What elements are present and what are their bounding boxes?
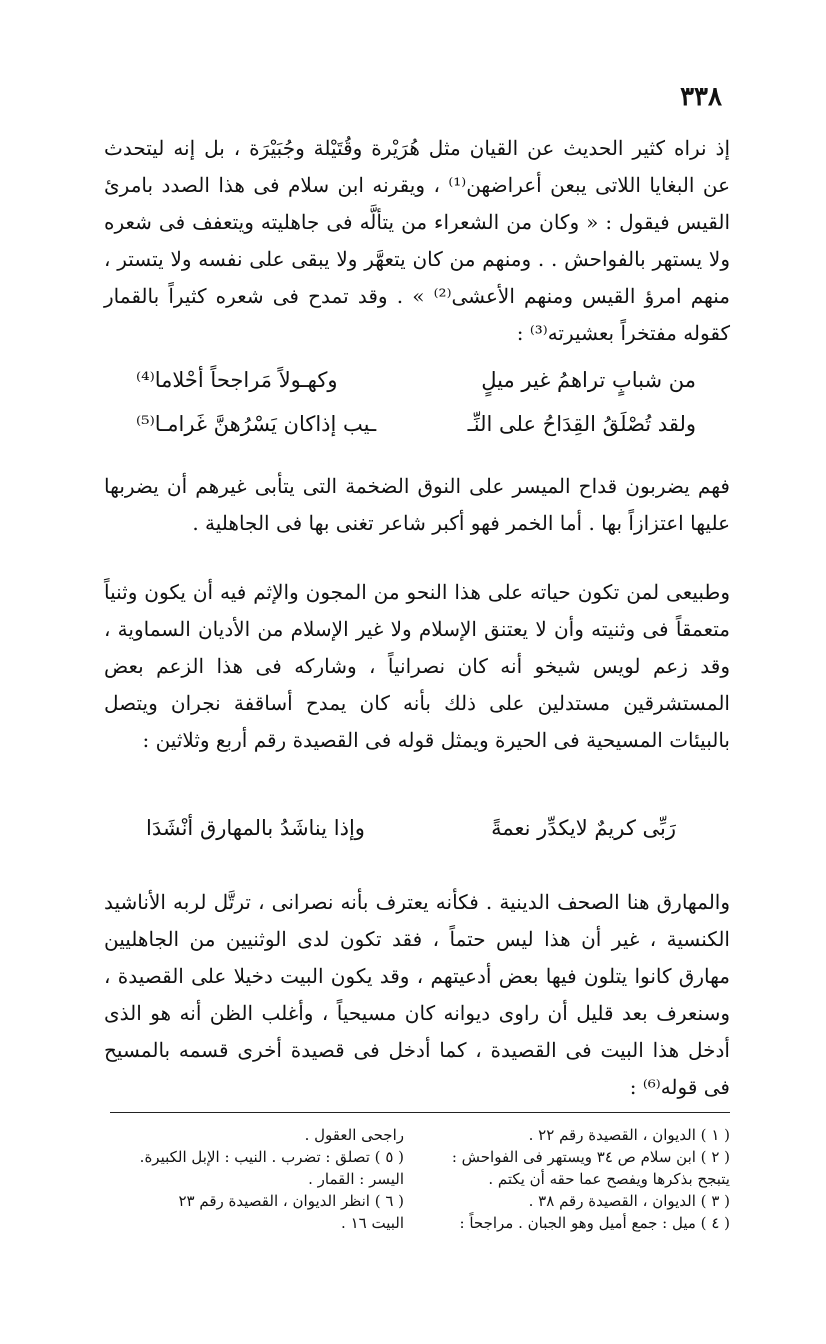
footnote-line: يتبجح بذكرها ويفصح عما حقه أن يكتم .: [488, 1170, 730, 1188]
footnote-line: اليسر : القمار .: [308, 1170, 404, 1188]
footnotes-right-column: [430, 1124, 730, 1234]
verse-line-2: [136, 402, 696, 446]
paragraph-4: والمهارق هنا الصحف الدينية . فكأنه يعترف بأنه نصرانى ، ترتَّل لربه الأناشيد الكنسية ، غير أن هذا ليس حتماً ، فقد تكون لدى الوثنيين من الجاهليين مهارق كانوا يتلون فيها بعض أدعيتهم ، وقد يكون البيت دخيلا على القصيدة ، وسنعرف بعد قليل أن راوى ديوانه كان مسيحياً ، وأغلب الظن أنه هو الذى أدخل هذا البيت فى القصيدة ، كما أدخل فى قصيدة أخرى قسمه بالمسيح فى قوله⁽⁶⁾ :: [104, 890, 730, 1099]
footnotes: [104, 1124, 730, 1234]
footnote-line: راجحى العقول .: [304, 1126, 404, 1144]
verse-hemistich-second: ـيب إذاكان يَسْرُهنَّ غَرامـا⁽⁵⁾: [136, 412, 377, 436]
verse-hemistich-second: وإذا يناشَدُ بالمهارق أنْشَدَا: [146, 816, 365, 840]
verse-hemistich-first: من شبابٍ تراهمُ غير ميلٍ: [481, 368, 696, 392]
verse-block-1: [136, 358, 696, 446]
verse-hemistich-second: وكهـولاً مَراجحاً أحْلاما⁽⁴⁾: [136, 368, 338, 392]
footnote-line: ( ٦ ) انظر الديوان ، القصيدة رقم ٢٣: [178, 1192, 404, 1210]
footnotes-left-column: [104, 1124, 404, 1234]
paragraph-1: إذ نراه كثير الحديث عن القيان مثل هُرَيْرة وقُتَيْلة وجُبَيْرَة ، بل إنه ليتحدث عن البغايا اللاتى يبعن أعراضهن⁽¹⁾ ، ويقرنه ابن سلام فى هذا الصدد بامرئ القيس فيقول : « وكان من الشعراء من يتألَّه فى جاهليته ويتعفف فى شعره ولا يستهر بالفواحش . . ومنهم من كان يتعهَّر ولا يبقى على نفسه ولا يتستر ، منهم امرؤ القيس ومنهم الأعشى⁽²⁾ » . وقد تمدح فى شعره كثيراً بالقمار كقوله مفتخراً بعشيرته⁽³⁾ :: [104, 136, 731, 345]
verse-line-1: [136, 358, 696, 402]
footnote-divider: [110, 1112, 730, 1113]
footnote-line: ( ١ ) الديوان ، القصيدة رقم ٢٢ .: [528, 1126, 730, 1144]
footnote-line: ( ٣ ) الديوان ، القصيدة رقم ٣٨ .: [528, 1192, 730, 1210]
footnote-line: ( ٢ ) ابن سلام ص ٣٤ ويستهر فى الفواحش :: [451, 1148, 730, 1166]
verse-line-3: [146, 806, 676, 850]
footnote-line: ( ٥ ) تصلق : تضرب . النيب : الإبل الكبيرة.: [139, 1148, 404, 1166]
footnote-line: ( ٤ ) ميل : جمع أميل وهو الجبان . مراجحاً :: [459, 1214, 730, 1232]
verse-hemistich-first: رَبِّى كريمٌ لايكدِّر نعمةً: [491, 816, 676, 840]
page-number: ٣٣٨: [680, 82, 722, 112]
paragraph-3: وطبيعى لمن تكون حياته على هذا النحو من المجون والإثم فيه أن يكون وثنياً متعمقاً فى وثنيته وأن لا يعتنق الإسلام ولا غير الإسلام من الأديان السماوية ، وقد زعم لويس شيخو أنه كان نصرانياً ، وشاركه فى هذا الزعم بعض المستشرقين مستدلين على ذلك بأنه كان يمدح أساقفة نجران ويتصل بالبيئات المسيحية فى الحيرة ويمثل قوله فى القصيدة رقم أربع وثلاثين :: [104, 580, 730, 752]
verse-block-2: [146, 806, 676, 850]
footnote-line: البيت ١٦ .: [341, 1214, 404, 1232]
paragraph-2: فهم يضربون قداح الميسر على النوق الضخمة التى يتأبى غيرهم أن يضربها عليها اعتزازاً بها . أما الخمر فهو أكبر شاعر تغنى بها فى الجاهلية .: [104, 474, 730, 535]
verse-hemistich-first: ولقد تُصْلَقُ القِدَاحُ على النِّـ: [467, 412, 696, 436]
